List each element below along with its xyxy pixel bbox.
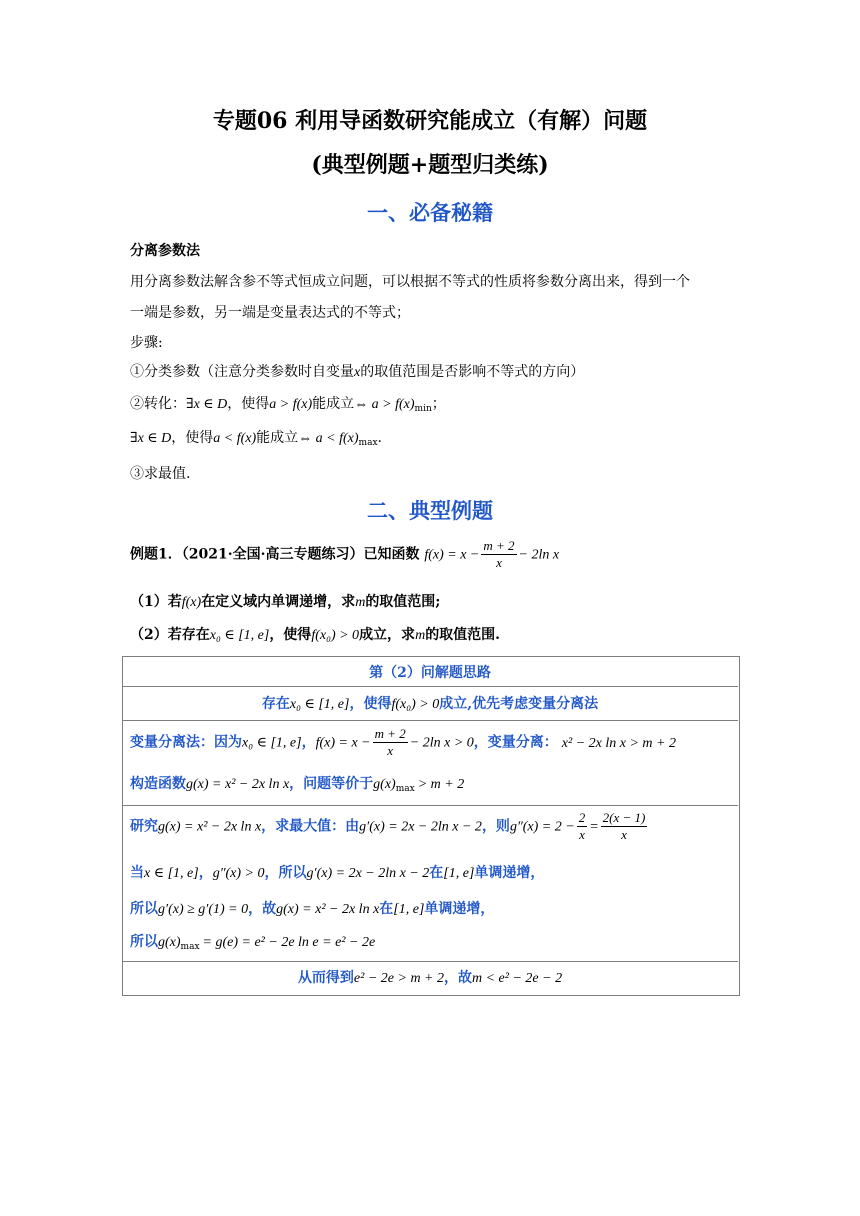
- step-2b-mid: ，使得: [171, 430, 214, 446]
- table-divider-3: [122, 805, 738, 806]
- step-2b-equiv: ⇔ a < f(x): [298, 431, 359, 446]
- row2b-label: 构造函数: [130, 776, 186, 792]
- row3-then: ，则: [481, 818, 510, 835]
- step-2-end: ；: [431, 396, 446, 412]
- row3c-end: 单调递增，: [424, 901, 495, 917]
- row4-ineq: e² − 2e > m + 2: [353, 971, 444, 986]
- step-2-prefix: ②转化：: [130, 396, 186, 412]
- table-header: 第（2）问解题思路: [369, 665, 491, 681]
- row2-den: x: [387, 743, 394, 758]
- step-2b-sub: max: [358, 438, 378, 448]
- step-1-var: x: [354, 365, 361, 380]
- step-2b-mid2: 能成立: [256, 430, 299, 446]
- func-lhs: f(x) = x −: [424, 547, 480, 563]
- row3-g: g(x) = x² − 2x ln x: [158, 819, 262, 835]
- func-num: m + 2: [483, 538, 515, 553]
- q1-mid: 在定义域内单调递增，求: [201, 594, 356, 610]
- func-den: x: [496, 555, 502, 570]
- func-rhs: − 2ln x: [518, 547, 560, 563]
- table-divider-1: [122, 686, 738, 687]
- row3d-g: g(x): [158, 935, 181, 950]
- func-frac: [481, 538, 516, 571]
- table-row-3d: [130, 931, 375, 952]
- row4-a: 从而得到: [297, 970, 354, 986]
- page-subtitle: (典型例题+题型归类练): [311, 152, 549, 178]
- row2b-mid: ，问题等价于: [289, 776, 374, 792]
- step-2b-ineq: a < f(x): [213, 431, 257, 446]
- q1-prefix: （1）若: [130, 594, 182, 610]
- q2-end: 的取值范围.: [425, 627, 501, 643]
- row2-label2: ，变量分离：: [473, 734, 558, 751]
- row4-mid: ，故: [444, 970, 472, 986]
- row2-f: f(x) = x −: [315, 735, 371, 751]
- step-3: ③求最值.: [130, 466, 191, 482]
- q2-mid: ，使得: [269, 627, 312, 643]
- row3-f2-num: 2(x − 1): [602, 810, 646, 825]
- table-row-1: [122, 693, 738, 713]
- q2-m: m: [415, 628, 426, 643]
- row3b-end: 单调递增，: [474, 865, 545, 881]
- row2-sep: ，: [301, 734, 316, 751]
- row1-cond: x₀ ∈ [1, e]: [289, 697, 350, 712]
- step-2-sub: min: [414, 404, 432, 414]
- question-1: [130, 592, 440, 613]
- row3b-int: [1, e]: [443, 866, 475, 881]
- row3-gpp: g″(x) = 2 −: [509, 819, 575, 835]
- table-row-2b: [130, 773, 464, 794]
- row3b-a: 当: [130, 865, 144, 881]
- step-1-prefix: ①分类参数（注意分类参数时自变量: [130, 364, 354, 380]
- table-divider-4: [122, 961, 738, 962]
- q2-prefix: （2）若存在: [130, 627, 210, 643]
- row3-gp: g′(x) = 2x − 2ln x − 2: [359, 819, 482, 835]
- row3-f1-num: 2: [578, 810, 586, 825]
- step-2-mid: ，使得: [227, 396, 270, 412]
- row2b-end: > m + 2: [417, 777, 465, 792]
- row3b-cond: x ∈ [1, e]: [144, 866, 199, 881]
- table-divider-2: [122, 720, 738, 721]
- section-heading-1: 一、必备秘籍: [367, 200, 493, 225]
- row3-eq: =: [589, 819, 599, 835]
- example-1: [130, 538, 559, 571]
- q1-m: m: [355, 595, 366, 610]
- row1-b: ，使得: [349, 696, 392, 712]
- step-2-cond: ∃x ∈ D: [186, 397, 228, 412]
- section-heading-2: 二、典型例题: [367, 498, 493, 523]
- q2-cond: x₀ ∈ [1, e]: [209, 628, 270, 643]
- q2-mid2: 成立，求: [359, 627, 416, 643]
- row2-f2: − 2ln x > 0: [409, 735, 474, 751]
- row3d-a: 所以: [130, 934, 158, 950]
- step-2-ineq: a > f(x): [269, 397, 313, 412]
- example-label: 例题1．（2021·全国·高三专题练习）已知函数: [130, 546, 420, 563]
- row2b-g: g(x) = x² − 2x ln x: [186, 777, 290, 792]
- row2-ineq: x² − 2x ln x > m + 2: [561, 735, 676, 751]
- row2-num: m + 2: [374, 726, 406, 741]
- question-2: [130, 625, 500, 646]
- row2-label: 变量分离法：因为: [130, 734, 242, 751]
- q2-ineq: f(x₀) > 0: [311, 628, 360, 643]
- row1-ineq: f(x₀) > 0: [391, 697, 440, 712]
- row2-cond: x₀ ∈ [1, e]: [242, 735, 302, 751]
- row3d-eq: = g(e) = e² − 2e ln e = e² − 2e: [202, 935, 376, 950]
- row4-res: m < e² − 2e − 2: [472, 971, 563, 986]
- row3c-ineq: g′(x) ≥ g′(1) = 0: [158, 902, 249, 917]
- table-row-3b: [130, 862, 544, 882]
- row3c-int: [1, e]: [393, 902, 425, 917]
- table-row-2: [130, 726, 676, 759]
- row2b-sub: max: [395, 784, 415, 794]
- row1-c: 成立,优先考虑变量分离法: [439, 696, 599, 712]
- row1-a: 存在: [261, 696, 290, 712]
- row3c-g: g(x) = x² − 2x ln x: [276, 902, 380, 917]
- step-2b-cond: ∃x ∈ D: [130, 431, 172, 446]
- row3b-sep: ，: [198, 865, 213, 881]
- row3-f1-den: x: [579, 827, 585, 842]
- row3b-gp: g′(x) = 2x − 2ln x − 2: [306, 866, 430, 881]
- paragraph-2: 一端是参数，另一端是变量表达式的不等式；: [130, 305, 410, 321]
- step-1: [130, 362, 584, 383]
- row3-frac-2: [601, 810, 648, 843]
- step-2: [130, 394, 446, 419]
- q1-end: 的取值范围;: [365, 594, 441, 610]
- row3-frac-1: [577, 810, 588, 843]
- row3-f2-den: x: [621, 827, 627, 842]
- page-title: 专题06 利用导函数研究能成立（有解）问题: [212, 108, 648, 134]
- row3-mid: ，求最大值：由: [261, 818, 360, 835]
- step-2-mid2: 能成立: [312, 396, 355, 412]
- subheading: 分离参数法: [130, 243, 200, 259]
- table-row-3c: [130, 898, 494, 918]
- paragraph-1: 用分离参数法解含参不等式恒成立问题，可以根据不等式的性质将参数分离出来，得到一个: [130, 274, 690, 290]
- row3b-gpp: g″(x) > 0: [212, 866, 265, 881]
- step-1-suffix: 的取值范围是否影响不等式的方向）: [360, 364, 585, 380]
- row3c-mid: ，故: [248, 901, 277, 917]
- row3d-sub: max: [180, 942, 200, 952]
- row2b-gmax: g(x): [373, 777, 396, 792]
- steps-label: 步骤:: [130, 335, 163, 351]
- row3-label: 研究: [130, 818, 158, 835]
- row3c-in: 在: [379, 901, 394, 917]
- row3c-a: 所以: [130, 901, 158, 917]
- table-row-3: [130, 810, 649, 843]
- table-row-4: [122, 967, 738, 987]
- step-2b-end: .: [377, 430, 382, 446]
- step-2-equiv: ⇔ a > f(x): [354, 397, 415, 412]
- row3b-mid: ，所以: [264, 865, 307, 881]
- row3b-in: 在: [429, 865, 444, 881]
- row2-frac: [373, 726, 408, 759]
- step-2b: [130, 428, 382, 453]
- q1-f: f(x): [181, 595, 202, 610]
